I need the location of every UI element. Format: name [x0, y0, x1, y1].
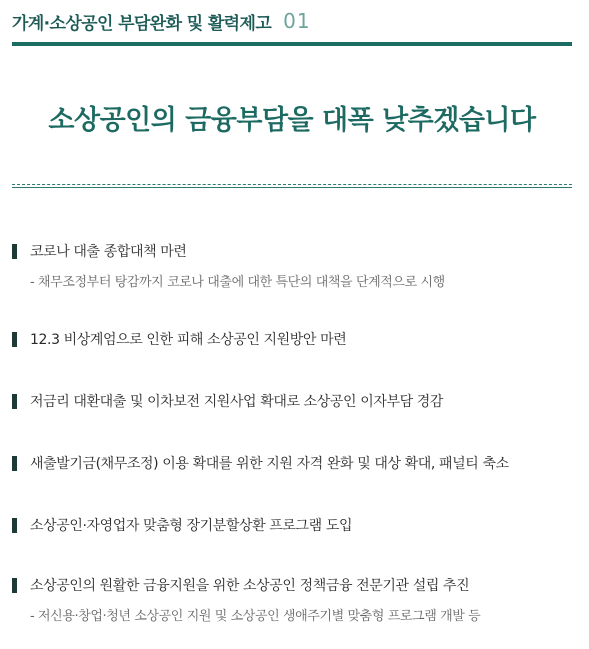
list-item-text: 저금리 대환대출 및 이차보전 지원사업 확대로 소상공인 이자부담 경감 — [30, 394, 443, 410]
section-header — [12, 6, 572, 36]
divider-solid-line — [12, 187, 572, 188]
bullet-bar-icon — [12, 332, 17, 347]
list-item-text: 코로나 대출 종합대책 마련 — [30, 244, 187, 260]
list-item-main — [12, 576, 572, 594]
bullet-bar-icon — [12, 518, 17, 533]
list-item — [12, 516, 572, 534]
header-underline — [12, 42, 572, 46]
section-number: 01 — [283, 9, 311, 33]
list-item — [12, 330, 572, 348]
bullet-bar-icon — [12, 578, 17, 593]
list-item-main — [12, 454, 572, 472]
list-item — [12, 392, 572, 410]
list-item — [12, 454, 572, 472]
list-item-main — [12, 392, 572, 410]
divider-dashed-line — [12, 184, 572, 185]
list-item — [12, 576, 572, 624]
list-item — [12, 242, 572, 290]
list-item-text: 소상공인·자영업자 맞춤형 장기분할상환 프로그램 도입 — [30, 518, 353, 534]
list-item-text: 소상공인의 원활한 금융지원을 위한 소상공인 정책금융 전문기관 설립 추진 — [30, 578, 470, 594]
list-item-text: 12.3 비상계엄으로 인한 피해 소상공인 지원방안 마련 — [30, 332, 347, 348]
section-title: 가계·소상공인 부담완화 및 활력제고 — [12, 13, 272, 34]
page-headline: 소상공인의 금융부담을 대폭 낮추겠습니다 — [48, 105, 536, 136]
bullet-bar-icon — [12, 394, 17, 409]
list-item-detail: - 채무조정부터 탕감까지 코로나 대출에 대한 특단의 대책을 단계적으로 시행 — [30, 275, 445, 290]
list-item-main — [12, 242, 572, 260]
list-item-main — [12, 516, 572, 534]
list-item-main — [12, 330, 572, 348]
bullet-bar-icon — [12, 456, 17, 471]
list-item-detail: - 저신용·창업·청년 소상공인 지원 및 소상공인 생애주기별 맞춤형 프로그램 개발 등 — [30, 609, 481, 624]
list-item-text: 새출발기금(채무조정) 이용 확대를 위한 지원 자격 완화 및 대상 확대, 패널티 축소 — [30, 456, 509, 472]
bullet-bar-icon — [12, 244, 17, 259]
